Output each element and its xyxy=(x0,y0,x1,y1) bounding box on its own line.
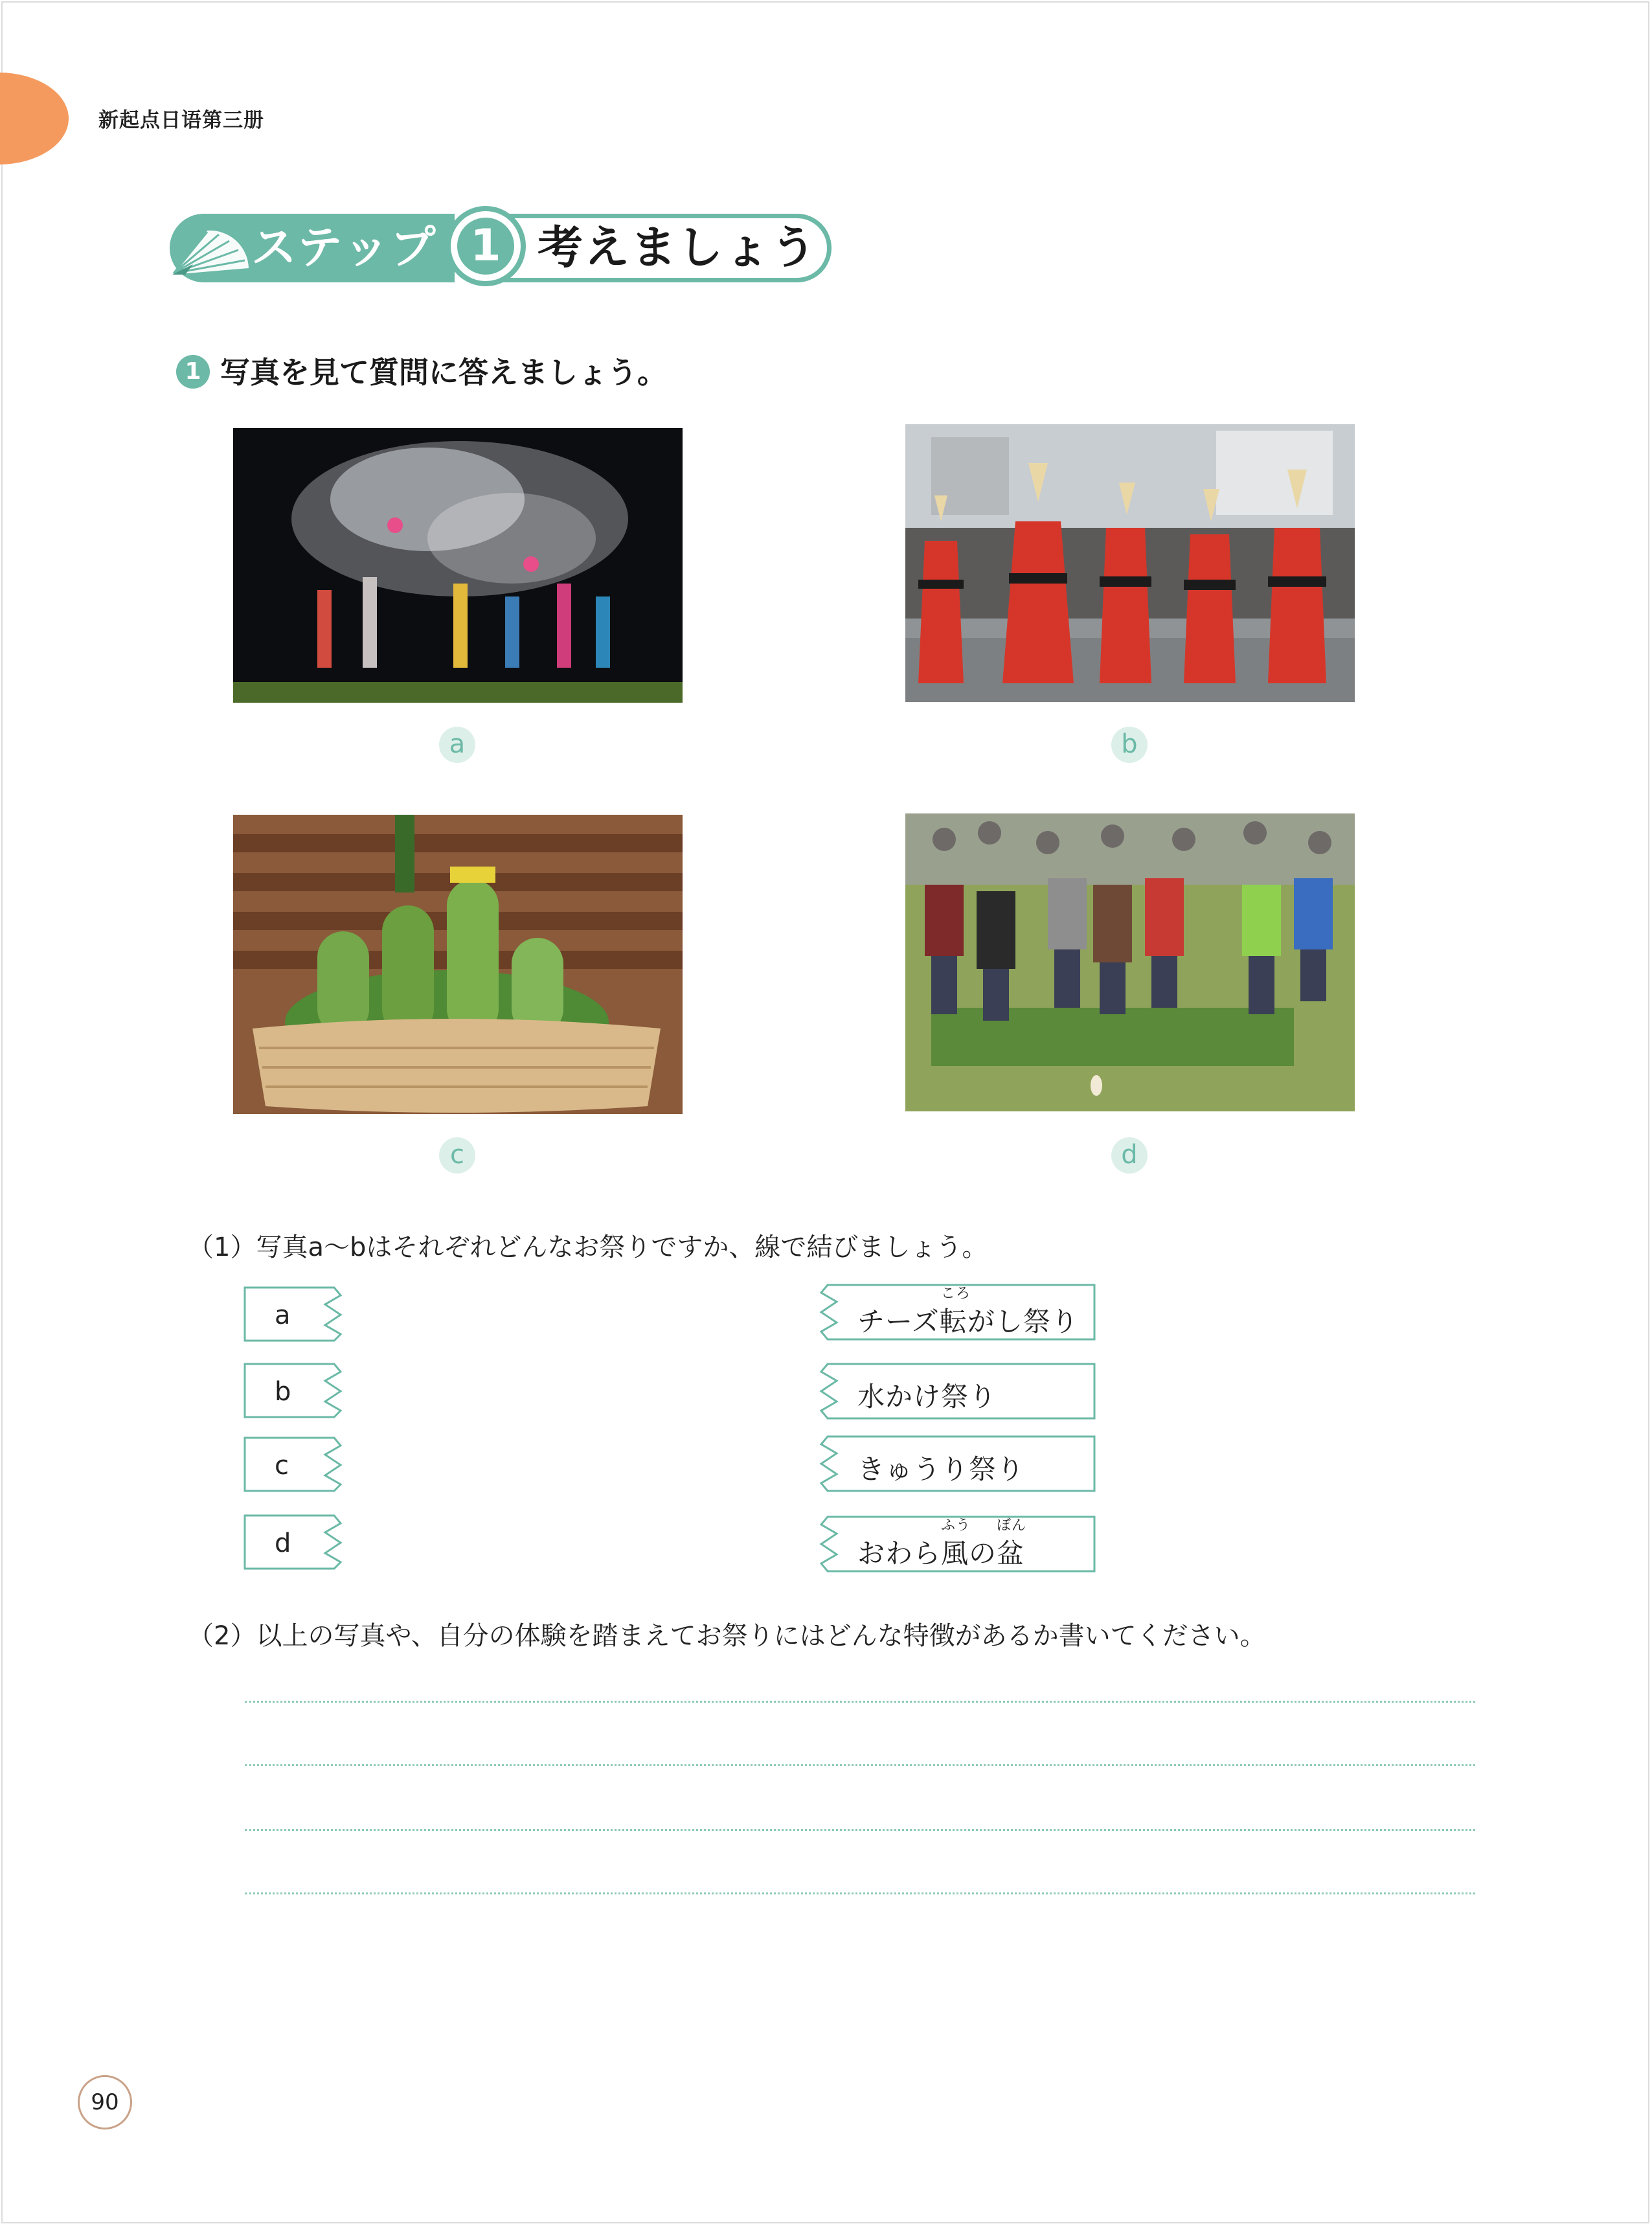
left-tag-label: c xyxy=(275,1451,289,1481)
ruby-reading: ふう xyxy=(941,1517,971,1534)
ruby-base: 風 xyxy=(941,1538,969,1569)
right-tag-cucumber[interactable] xyxy=(817,1435,1096,1492)
tag-text-mid: の xyxy=(969,1538,997,1569)
left-tag-c[interactable] xyxy=(243,1437,345,1492)
left-tag-label: a xyxy=(275,1300,291,1330)
tag-text-before: おわら xyxy=(857,1538,942,1569)
cucumber-festival-photo xyxy=(233,815,683,1114)
ruby-base: 盆 xyxy=(997,1538,1025,1569)
tag-text: 水かけ祭り xyxy=(857,1381,997,1413)
banner-theme: 考えましょう xyxy=(537,221,817,274)
left-tag-d[interactable] xyxy=(243,1514,345,1570)
answer-line[interactable] xyxy=(245,1701,1475,1703)
ruby-reading: ぼん xyxy=(997,1517,1027,1534)
answer-line[interactable] xyxy=(245,1764,1475,1766)
answer-line[interactable] xyxy=(245,1892,1475,1894)
banner-step-label: ステップ xyxy=(251,221,437,274)
right-tag-owara-kaze-no-bon[interactable] xyxy=(817,1516,1096,1573)
sub-question-1: （1）写真a〜bはそれぞれどんなお祭りですか、線で結びましょう。 xyxy=(188,1232,988,1262)
right-tag-cheese-rolling[interactable] xyxy=(817,1284,1096,1341)
left-tag-b[interactable] xyxy=(243,1363,345,1418)
question-number-badge: 1 xyxy=(176,355,210,389)
answer-line[interactable] xyxy=(245,1829,1475,1831)
ruby-reading: ころ xyxy=(940,1286,971,1302)
tag-text: きゅうり祭り xyxy=(857,1453,1025,1485)
fan-icon xyxy=(167,218,251,277)
left-tag-a[interactable] xyxy=(243,1286,345,1342)
right-tag-water-splash[interactable] xyxy=(817,1363,1096,1420)
cheese-rolling-photo xyxy=(905,813,1355,1111)
photo-label-d: d xyxy=(1111,1137,1148,1174)
sub-question-2: （2）以上の写真や、自分の体験を踏まえてお祭りにはどんな特徴があるか書いてください。 xyxy=(188,1621,1266,1651)
banner-step-number: 1 xyxy=(457,218,514,275)
photo-label-a: a xyxy=(439,727,475,763)
left-tag-label: b xyxy=(275,1377,291,1407)
water-splash-festival-photo xyxy=(233,428,683,703)
tag-text-after: がし祭り xyxy=(967,1306,1079,1337)
photo-label-c: c xyxy=(439,1137,475,1174)
photo-label-b: b xyxy=(1111,727,1148,763)
left-tag-label: d xyxy=(275,1528,291,1558)
page-number: 90 xyxy=(78,2075,132,2129)
dance-festival-photo xyxy=(905,424,1355,702)
ruby-base: 転 xyxy=(939,1306,967,1337)
book-title: 新起点日语第三册 xyxy=(98,109,264,132)
question-text: 写真を見て質問に答えましょう。 xyxy=(220,355,667,390)
tag-text-before: チーズ xyxy=(857,1306,940,1337)
